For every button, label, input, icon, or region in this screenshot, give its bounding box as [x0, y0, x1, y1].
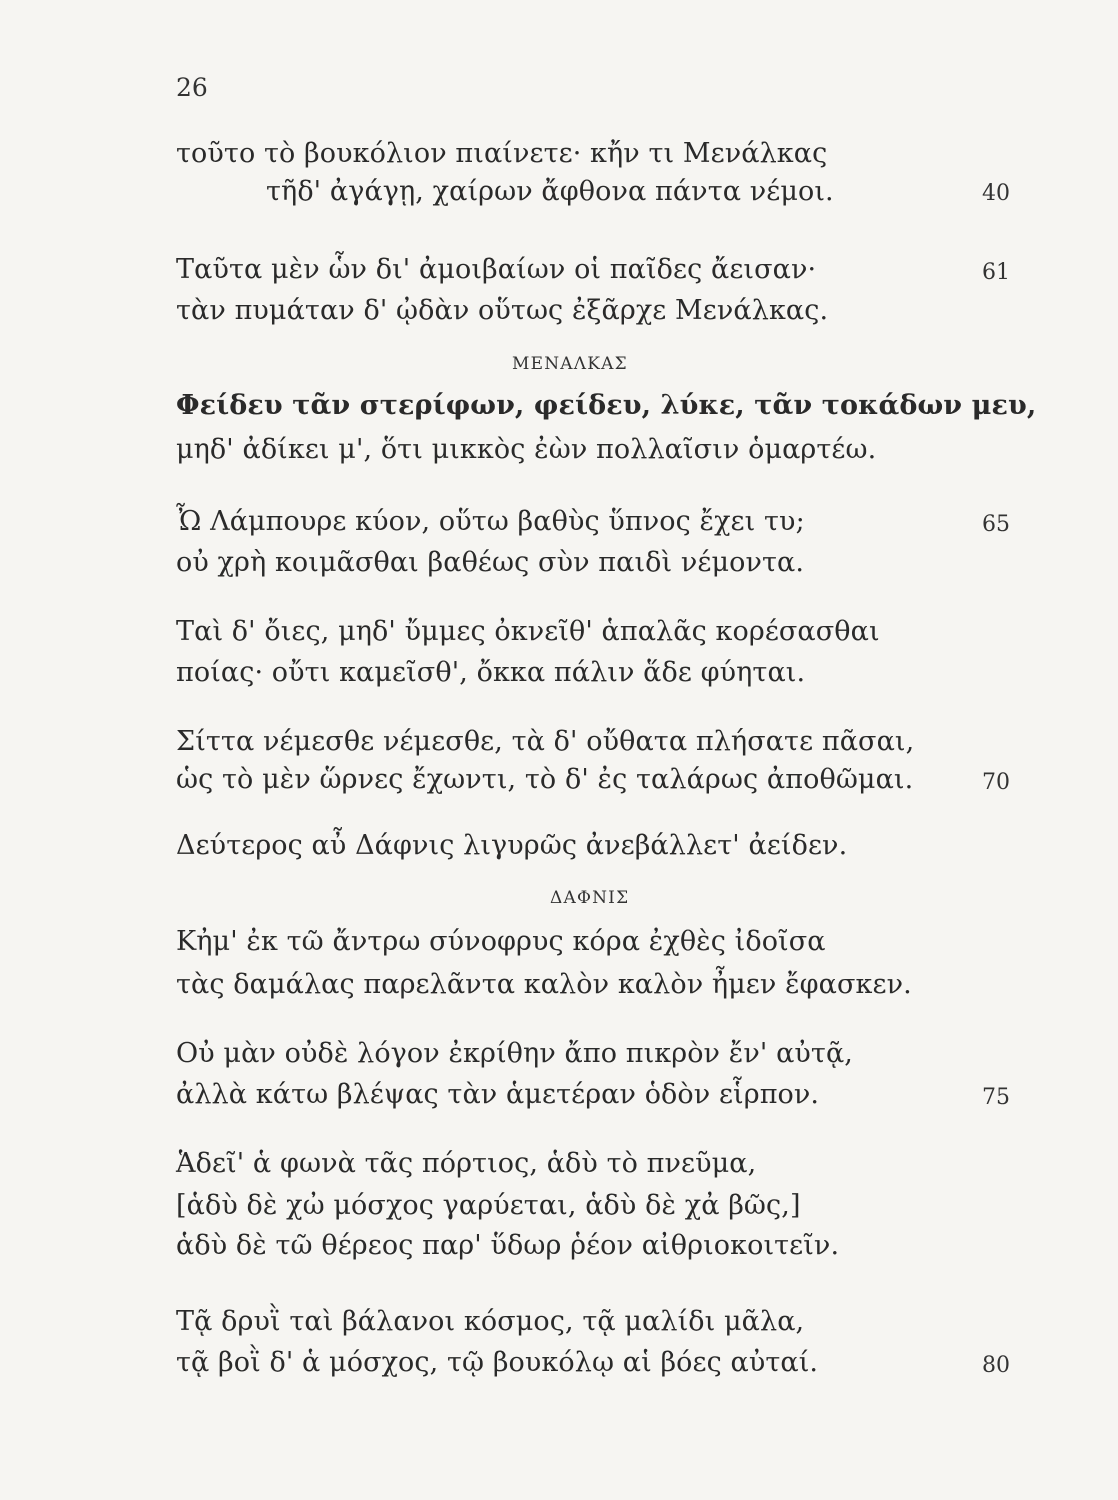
verse-line: τᾷ βοῒ δ' ἁ μόσχος, τῷ βουκόλῳ αἱ βόες αὐταί. — [176, 1347, 819, 1378]
verse-line: ποίας· οὔτι καμεῖσθ', ὄκκα πάλιν ἅδε φύηται. — [176, 657, 806, 688]
verse-line: Ταὶ δ' ὄιες, μηδ' ὔμμες ὀκνεῖθ' ἁπαλᾶς κορέσασθαι — [176, 616, 880, 647]
verse-line: μηδ' ἀδίκει μ', ὅτι μικκὸς ἐὼν πολλαῖσιν ὁμαρτέω. — [176, 434, 877, 465]
verse-line: Δεύτερος αὖ Δάφνις λιγυρῶς ἀνεβάλλετ' ἀείδεν. — [176, 830, 848, 861]
verse-line: Κἠμ' ἐκ τῶ ἄντρω σύνοφρυς κόρα ἐχθὲς ἰδοῖσα — [176, 926, 826, 957]
verse-line: τῆδ' ἀγάγῃ, χαίρων ἄφθονα πάντα νέμοι. — [266, 176, 834, 207]
verse-line: ἀλλὰ κάτω βλέψας τὰν ἁμετέραν ὁδὸν εἷρπον. — [176, 1079, 820, 1110]
verse-line: Φείδευ τᾶν στερίφων, φείδευ, λύκε, τᾶν τοκάδων μευ, — [176, 390, 1037, 421]
line-number: 65 — [982, 512, 1010, 537]
verse-line: τοῦτο τὸ βουκόλιον πιαίνετε· κἤν τι Μενάλκας — [176, 138, 828, 169]
verse-line: Ταῦτα μὲν ὧν δι' ἀμοιβαίων οἱ παῖδες ἄεισαν· — [176, 254, 817, 285]
line-number: 70 — [982, 770, 1010, 795]
verse-line: Οὐ μὰν οὐδὲ λόγον ἐκρίθην ἄπο πικρὸν ἔν' αὐτᾷ, — [176, 1038, 853, 1069]
verse-line: Ὦ Λάμπουρε κύον, οὕτω βαθὺς ὕπνος ἔχει τυ; — [176, 506, 805, 537]
verse-line: οὐ χρὴ κοιμᾶσθαι βαθέως σὺν παιδὶ νέμοντα. — [176, 547, 805, 578]
speaker-heading: ΔΑΦΝΙΣ — [550, 888, 630, 908]
verse-line: Ἁδεῖ' ἁ φωνὰ τᾶς πόρτιος, ἁδὺ τὸ πνεῦμα, — [176, 1148, 757, 1179]
verse-line: ὡς τὸ μὲν ὥρνες ἔχωντι, τὸ δ' ἐς ταλάρως ἀποθῶμαι. — [176, 764, 914, 795]
verse-line: ἁδὺ δὲ τῶ θέρεος παρ' ὕδωρ ῥέον αἰθριοκοιτεῖν. — [176, 1230, 840, 1261]
verse-line: Τᾷ δρυῒ ταὶ βάλανοι κόσμος, τᾷ μαλίδι μᾶλα, — [176, 1306, 805, 1337]
verse-line: τὰς δαμάλας παρελᾶντα καλὸν καλὸν ἦμεν ἔφασκεν. — [176, 969, 912, 1000]
line-number: 75 — [982, 1085, 1010, 1110]
line-number: 40 — [982, 181, 1010, 206]
verse-line: Σίττα νέμεσθε νέμεσθε, τὰ δ' οὔθατα πλήσατε πᾶσαι, — [176, 726, 915, 757]
speaker-heading: ΜΕΝΑΛΚΑΣ — [512, 354, 628, 374]
line-number: 61 — [982, 260, 1010, 285]
page-number: 26 — [176, 73, 208, 102]
verse-line: [ἁδὺ δὲ χὠ μόσχος γαρύεται, ἁδὺ δὲ χἀ βῶς,] — [176, 1190, 801, 1221]
line-number: 80 — [982, 1353, 1010, 1378]
verse-line: τὰν πυμάταν δ' ᾠδὰν οὕτως ἐξᾶρχε Μενάλκας. — [176, 295, 829, 326]
